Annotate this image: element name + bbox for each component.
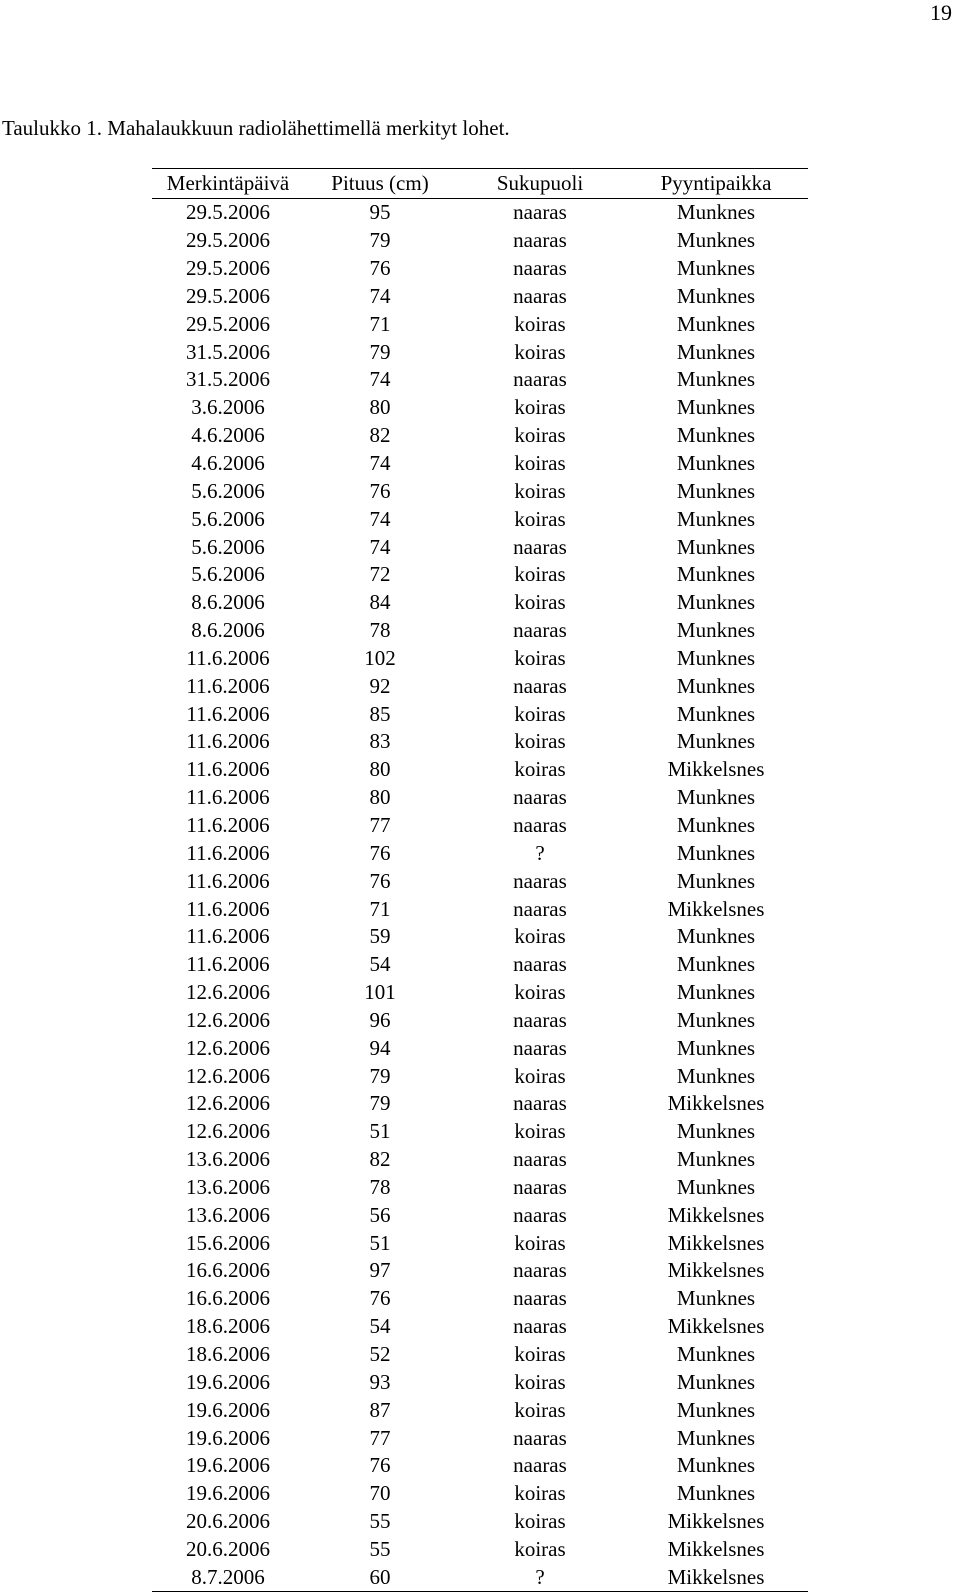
cell-sex: koiras [514,1063,566,1088]
cell-length: 84 [369,590,391,615]
cell-catch-location: Munknes [676,200,756,225]
cell-marking-date: 13.6.2006 [186,1174,270,1199]
cell-sex: koiras [514,478,566,503]
cell-marking-date: 11.6.2006 [186,952,270,977]
cell-marking-date: 11.6.2006 [186,868,270,893]
cell-length: 51 [369,1119,391,1144]
cell-length: 80 [369,785,391,810]
cell-length: 97 [369,1258,391,1283]
cell-length: 76 [369,256,391,281]
cell-catch-location: Munknes [676,423,756,448]
cell-sex: naaras [513,534,567,559]
cell-sex: koiras [514,924,566,949]
cell-marking-date: 19.6.2006 [186,1425,270,1450]
cell-sex: koiras [514,506,566,531]
table-row [152,338,808,366]
cell-length: 74 [369,451,391,476]
cell-length: 76 [369,478,391,503]
cell-marking-date: 11.6.2006 [186,785,270,810]
table-row [152,394,808,422]
cell-marking-date: 29.5.2006 [186,256,270,281]
cell-marking-date: 11.6.2006 [186,673,270,698]
cell-sex: naaras [513,1174,567,1199]
cell-length: 74 [369,506,391,531]
cell-length: 83 [369,729,391,754]
cell-marking-date: 16.6.2006 [186,1258,270,1283]
table-row [152,1201,808,1229]
table-row [152,1229,808,1257]
cell-catch-location: Mikkelsnes [667,1564,765,1589]
cell-marking-date: 18.6.2006 [186,1342,270,1367]
table-row [152,867,808,895]
table-row [152,1452,808,1480]
header-length: Pituus (cm) [331,171,429,195]
table-row [152,1090,808,1118]
cell-length: 79 [369,1091,391,1116]
cell-marking-date: 12.6.2006 [186,1035,270,1060]
cell-length: 76 [369,1453,391,1478]
table-row [152,1285,808,1313]
cell-sex: koiras [514,339,566,364]
cell-catch-location: Munknes [676,1286,756,1311]
cell-sex: naaras [513,673,567,698]
cell-marking-date: 18.6.2006 [186,1314,270,1339]
cell-catch-location: Munknes [676,1425,756,1450]
cell-marking-date: 11.6.2006 [186,645,270,670]
cell-sex: koiras [514,1509,566,1534]
cell-catch-location: Munknes [676,534,756,559]
cell-catch-location: Munknes [676,478,756,503]
cell-catch-location: Munknes [676,562,756,587]
cell-catch-location: Munknes [676,673,756,698]
cell-catch-location: Munknes [676,367,756,392]
cell-sex: naaras [513,200,567,225]
table-row [152,1563,808,1591]
cell-catch-location: Munknes [676,451,756,476]
cell-sex: koiras [514,451,566,476]
cell-marking-date: 12.6.2006 [186,1119,270,1144]
table-row [152,533,808,561]
cell-marking-date: 31.5.2006 [186,339,270,364]
cell-length: 94 [369,1035,391,1060]
cell-marking-date: 16.6.2006 [186,1286,270,1311]
cell-sex: naaras [513,1007,567,1032]
table-row [152,1368,808,1396]
cell-catch-location: Mikkelsnes [667,1091,765,1116]
table-row [152,812,808,840]
table-row [152,1508,808,1536]
cell-length: 77 [369,812,391,837]
table-row [152,839,808,867]
cell-sex: naaras [513,618,567,643]
cell-length: 74 [369,534,391,559]
cell-catch-location: Munknes [676,924,756,949]
cell-catch-location: Munknes [676,256,756,281]
cell-marking-date: 4.6.2006 [191,451,265,476]
header-catch-location: Pyyntipaikka [660,171,772,195]
cell-catch-location: Mikkelsnes [667,1536,765,1561]
cell-marking-date: 19.6.2006 [186,1397,270,1422]
cell-length: 71 [369,896,391,921]
cell-catch-location: Munknes [676,1174,756,1199]
cell-catch-location: Munknes [676,1119,756,1144]
cell-marking-date: 12.6.2006 [186,980,270,1005]
cell-length: 76 [369,1286,391,1311]
cell-sex: naaras [513,1453,567,1478]
cell-catch-location: Mikkelsnes [667,1509,765,1534]
cell-catch-location: Munknes [676,840,756,865]
cell-catch-location: Munknes [676,980,756,1005]
cell-marking-date: 8.6.2006 [191,618,265,643]
cell-marking-date: 19.6.2006 [186,1453,270,1478]
table-body [152,199,808,1592]
table-row [152,1313,808,1341]
cell-length: 52 [369,1342,391,1367]
cell-marking-date: 29.5.2006 [186,311,270,336]
cell-marking-date: 13.6.2006 [186,1202,270,1227]
cell-catch-location: Mikkelsnes [667,1202,765,1227]
cell-marking-date: 11.6.2006 [186,812,270,837]
cell-sex: koiras [514,423,566,448]
cell-length: 87 [369,1397,391,1422]
cell-catch-location: Munknes [676,952,756,977]
cell-catch-location: Munknes [676,590,756,615]
cell-marking-date: 11.6.2006 [186,896,270,921]
table-row [152,1424,808,1452]
cell-length: 80 [369,395,391,420]
cell-marking-date: 29.5.2006 [186,200,270,225]
table-row [152,310,808,338]
cell-length: 102 [364,645,396,670]
cell-length: 56 [369,1202,391,1227]
cell-length: 77 [369,1425,391,1450]
cell-catch-location: Munknes [676,1063,756,1088]
cell-marking-date: 5.6.2006 [191,562,265,587]
cell-sex: naaras [513,1314,567,1339]
cell-marking-date: 11.6.2006 [186,840,270,865]
cell-marking-date: 3.6.2006 [191,395,265,420]
table-row [152,422,808,450]
cell-sex: koiras [514,645,566,670]
cell-marking-date: 12.6.2006 [186,1091,270,1116]
table-row [152,561,808,589]
cell-length: 85 [369,701,391,726]
cell-catch-location: Munknes [676,868,756,893]
cell-catch-location: Mikkelsnes [667,1314,765,1339]
cell-length: 74 [369,367,391,392]
cell-length: 93 [369,1369,391,1394]
cell-marking-date: 5.6.2006 [191,534,265,559]
cell-length: 79 [369,339,391,364]
cell-sex: koiras [514,1342,566,1367]
table-row [152,199,808,227]
cell-sex: koiras [514,311,566,336]
cell-length: 72 [369,562,391,587]
cell-sex: koiras [514,1481,566,1506]
cell-marking-date: 11.6.2006 [186,757,270,782]
table-header [152,169,808,199]
table-row [152,1480,808,1508]
cell-length: 60 [369,1564,391,1589]
cell-length: 96 [369,1007,391,1032]
table-row [152,1174,808,1202]
cell-marking-date: 29.5.2006 [186,228,270,253]
cell-marking-date: 20.6.2006 [186,1509,270,1534]
cell-catch-location: Mikkelsnes [667,896,765,921]
table-row [152,1034,808,1062]
cell-marking-date: 11.6.2006 [186,729,270,754]
cell-sex: naaras [513,1035,567,1060]
cell-sex: naaras [513,367,567,392]
cell-catch-location: Munknes [676,339,756,364]
cell-catch-location: Munknes [676,1342,756,1367]
table-row [152,1118,808,1146]
cell-sex: koiras [514,1230,566,1255]
cell-length: 76 [369,868,391,893]
cell-length: 51 [369,1230,391,1255]
cell-catch-location: Munknes [676,1007,756,1032]
cell-catch-location: Munknes [676,506,756,531]
table-row [152,923,808,951]
cell-sex: ? [535,840,545,865]
cell-length: 76 [369,840,391,865]
cell-marking-date: 19.6.2006 [186,1481,270,1506]
cell-catch-location: Munknes [676,1035,756,1060]
cell-sex: naaras [513,228,567,253]
cell-catch-location: Munknes [676,1369,756,1394]
cell-sex: naaras [513,256,567,281]
table-row [152,1341,808,1369]
table-row [152,283,808,311]
cell-length: 55 [369,1536,391,1561]
cell-catch-location: Mikkelsnes [667,1230,765,1255]
table-row [152,1062,808,1090]
header-marking-date: Merkintäpäivä [166,171,290,195]
cell-marking-date: 19.6.2006 [186,1369,270,1394]
cell-catch-location: Munknes [676,812,756,837]
cell-catch-location: Munknes [676,618,756,643]
table-row [152,784,808,812]
cell-catch-location: Mikkelsnes [667,757,765,782]
cell-sex: koiras [514,757,566,782]
cell-sex: naaras [513,868,567,893]
salmon-tagging-table [152,168,808,1592]
cell-length: 71 [369,311,391,336]
cell-catch-location: Mikkelsnes [667,1258,765,1283]
cell-marking-date: 8.7.2006 [191,1564,265,1589]
cell-length: 82 [369,423,391,448]
table-row [152,255,808,283]
cell-sex: naaras [513,896,567,921]
cell-length: 55 [369,1509,391,1534]
table-row [152,672,808,700]
table-row [152,728,808,756]
cell-sex: koiras [514,1369,566,1394]
cell-length: 78 [369,1174,391,1199]
cell-sex: naaras [513,785,567,810]
table-row [152,951,808,979]
cell-catch-location: Munknes [676,228,756,253]
cell-catch-location: Munknes [676,1397,756,1422]
cell-sex: koiras [514,590,566,615]
cell-marking-date: 20.6.2006 [186,1536,270,1561]
table-caption: Taulukko 1. Mahalaukkuun radiolähettimellä merkityt lohet. [2,116,510,140]
cell-sex: naaras [513,952,567,977]
cell-sex: naaras [513,1286,567,1311]
cell-marking-date: 5.6.2006 [191,478,265,503]
cell-sex: naaras [513,1147,567,1172]
cell-sex: koiras [514,1397,566,1422]
table-row [152,477,808,505]
cell-length: 59 [369,924,391,949]
header-sex: Sukupuoli [496,171,584,195]
cell-catch-location: Munknes [676,645,756,670]
table-row [152,366,808,394]
cell-catch-location: Munknes [676,311,756,336]
cell-sex: koiras [514,1536,566,1561]
cell-catch-location: Munknes [676,1453,756,1478]
cell-catch-location: Munknes [676,785,756,810]
table-row [152,505,808,533]
cell-length: 101 [364,980,396,1005]
page-number: 19 [930,0,952,25]
cell-marking-date: 29.5.2006 [186,283,270,308]
cell-catch-location: Munknes [676,1481,756,1506]
table-row [152,1257,808,1285]
cell-marking-date: 13.6.2006 [186,1147,270,1172]
cell-length: 70 [369,1481,391,1506]
cell-length: 92 [369,673,391,698]
table-row [152,589,808,617]
table-row [152,895,808,923]
cell-length: 82 [369,1147,391,1172]
cell-marking-date: 11.6.2006 [186,701,270,726]
cell-sex: ? [535,1564,545,1589]
cell-sex: koiras [514,562,566,587]
cell-marking-date: 12.6.2006 [186,1063,270,1088]
table-row [152,1006,808,1034]
cell-marking-date: 8.6.2006 [191,590,265,615]
cell-marking-date: 5.6.2006 [191,506,265,531]
cell-length: 80 [369,757,391,782]
cell-sex: naaras [513,1091,567,1116]
table-row [152,227,808,255]
cell-catch-location: Munknes [676,283,756,308]
table-row [152,979,808,1007]
cell-sex: koiras [514,1119,566,1144]
cell-marking-date: 31.5.2006 [186,367,270,392]
cell-catch-location: Munknes [676,729,756,754]
cell-sex: naaras [513,1425,567,1450]
header-row [152,169,808,199]
table-row [152,617,808,645]
cell-sex: naaras [513,1258,567,1283]
table-row [152,1396,808,1424]
cell-marking-date: 15.6.2006 [186,1230,270,1255]
cell-length: 54 [369,1314,391,1339]
cell-length: 95 [369,200,391,225]
table-row [152,756,808,784]
cell-sex: naaras [513,812,567,837]
cell-length: 74 [369,283,391,308]
cell-catch-location: Munknes [676,1147,756,1172]
cell-sex: koiras [514,980,566,1005]
cell-marking-date: 11.6.2006 [186,924,270,949]
cell-sex: naaras [513,1202,567,1227]
cell-catch-location: Munknes [676,701,756,726]
table-row [152,700,808,728]
cell-sex: koiras [514,395,566,420]
cell-marking-date: 12.6.2006 [186,1007,270,1032]
cell-marking-date: 4.6.2006 [191,423,265,448]
cell-length: 79 [369,228,391,253]
cell-catch-location: Munknes [676,395,756,420]
table-row [152,1146,808,1174]
cell-length: 79 [369,1063,391,1088]
cell-length: 78 [369,618,391,643]
table-row [152,645,808,673]
cell-sex: naaras [513,283,567,308]
cell-length: 54 [369,952,391,977]
table-row [152,1536,808,1564]
table-row [152,450,808,478]
cell-sex: koiras [514,701,566,726]
cell-sex: koiras [514,729,566,754]
